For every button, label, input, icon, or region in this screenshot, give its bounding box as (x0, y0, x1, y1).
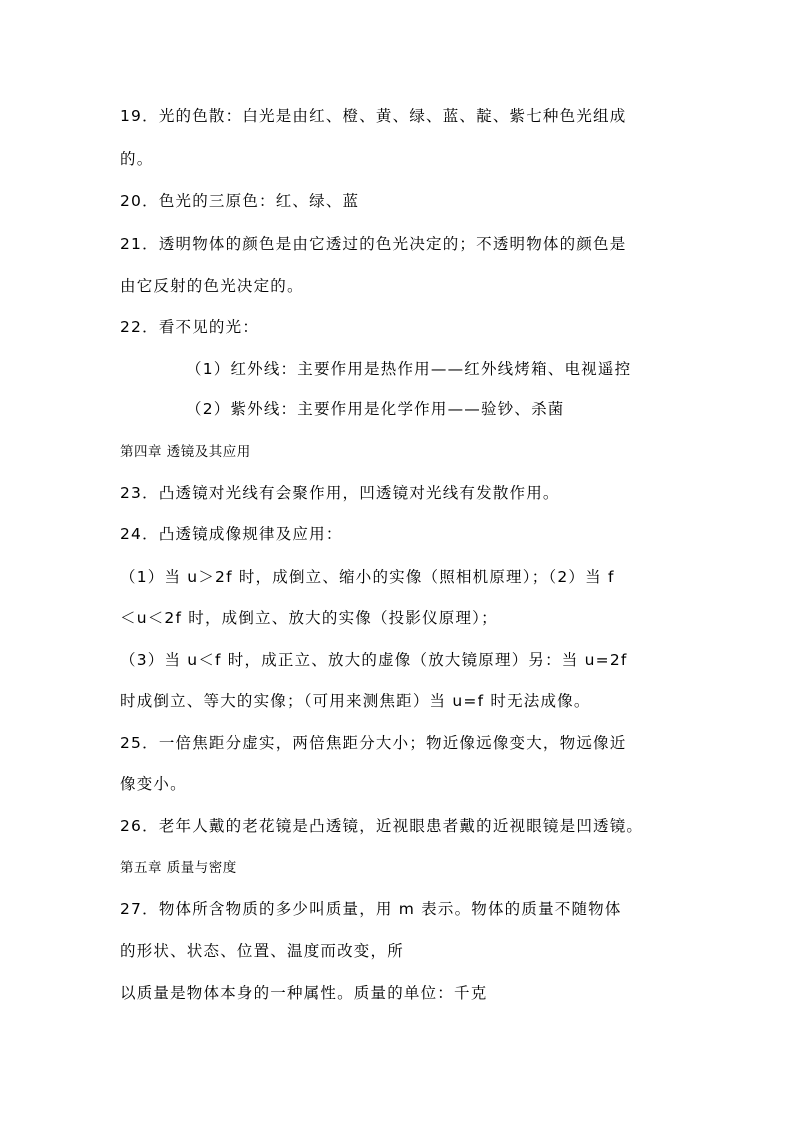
chapter-4-heading: 第四章 透镜及其应用 (120, 444, 251, 460)
item-20: 20．色光的三原色：红、绿、蓝 (120, 192, 360, 210)
item-21-line-1: 21．透明物体的颜色是由它透过的色光决定的；不透明物体的颜色是 (120, 235, 627, 253)
item-24-rule-1: （1）当 u＞2f 时，成倒立、缩小的实像（照相机原理）；（2）当 f (120, 568, 615, 586)
item-25-line-2: 像变小。 (120, 775, 187, 793)
item-27-line-3: 以质量是物体本身的一种属性。质量的单位：千克 (120, 984, 488, 1002)
item-23: 23．凸透镜对光线有会聚作用，凹透镜对光线有发散作用。 (120, 484, 560, 502)
item-26: 26．老年人戴的老花镜是凸透镜，近视眼患者戴的近视眼镜是凹透镜。 (120, 817, 644, 835)
item-24-rule-3: （3）当 u＜f 时，成正立、放大的虚像（放大镜原理）另：当 u=2f (120, 651, 628, 669)
item-22-sub-2: （2）紫外线：主要作用是化学作用——验钞、杀菌 (186, 400, 565, 418)
item-19-line-1: 19．光的色散：白光是由红、橙、黄、绿、蓝、靛、紫七种色光组成 (120, 107, 627, 125)
item-24: 24．凸透镜成像规律及应用： (120, 525, 343, 543)
item-24-rule-2: ＜u＜2f 时，成倒立、放大的实像（投影仪原理）； (120, 609, 498, 627)
item-27-line-2: 的形状、状态、位置、温度而改变，所 (120, 942, 404, 960)
item-21-line-2: 由它反射的色光决定的。 (120, 277, 304, 295)
item-27-line-1: 27．物体所含物质的多少叫质量，用 m 表示。物体的质量不随物体 (120, 900, 622, 918)
item-22-sub-1: （1）红外线：主要作用是热作用——红外线烤箱、电视遥控 (186, 360, 632, 378)
item-25-line-1: 25．一倍焦距分虚实，两倍焦距分大小；物近像远像变大，物远像近 (120, 734, 627, 752)
item-19-line-2: 的。 (120, 150, 154, 168)
item-24-rule-4: 时成倒立、等大的实像；（可用来测焦距）当 u=f 时无法成像。 (120, 692, 591, 710)
item-22: 22．看不见的光： (120, 318, 260, 336)
chapter-5-heading: 第五章 质量与密度 (120, 860, 237, 876)
